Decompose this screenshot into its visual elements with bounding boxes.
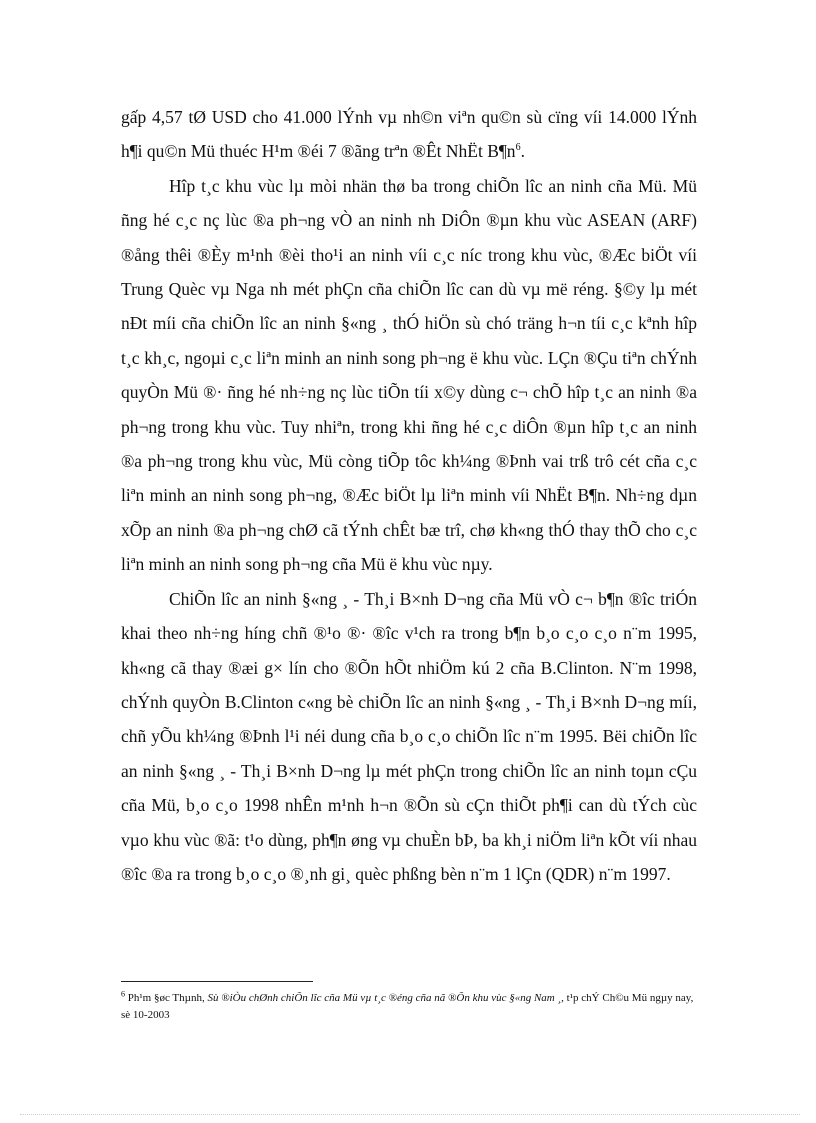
footnote	[121, 990, 697, 1024]
paragraph-3	[121, 582, 697, 892]
footnote-source: , t¹p chÝ Ch©u Mü ngµy nay, sè 10-2003	[121, 992, 694, 1021]
paragraph-1-tail: .	[520, 141, 525, 162]
footnote-author: Ph¹m §øc Thµnh,	[127, 992, 208, 1004]
page-bottom-edge	[20, 1114, 800, 1115]
paragraph-3-text: ChiÕn lîc an ninh §«ng ¸ - Th¸i B×nh D¬ng cña Mü vÒ c¬ b¶n ®îc triÓn khai theo nh÷ng híng chñ ®¹o ®· ®îc v¹ch ra trong b¶n b¸o c¸o c¸o n¨m 1995, kh«ng cã thay ®æi g× lín cho ®Õn hÕt nhiÖm kú 2 cña B.Clinton. N¨m 1998, chÝnh quyÒn B.Clinton c«ng bè chiÕn lîc an ninh §«ng ¸ - Th¸i B×nh D¬ng míi, chñ yÕu kh¼ng ®Þnh l¹i néi dung cña b¸o c¸o chiÕn lîc n¨m 1995. Bëi chiÕn lîc an ninh §«ng ¸ - Th¸i B×nh D¬ng lµ mét phÇn trong chiÕn lîc an ninh toµn cÇu cña Mü, b¸o c¸o 1998 nhÊn m¹nh h¬n ®Õn sù cÇn thiÕt ph¶i can dù tÝch cùc vµo khu vùc ®ã: t¹o dùng, ph¶n øng vµ chuÈn bÞ, ba kh¸i niÖm liªn kÕt víi nhau ®îc ®a ra trong b¸o c¸o ®¸nh gi¸ quèc phßng bèn n¨m 1 lÇn (QDR) n¨m 1997.	[121, 588, 697, 884]
paragraph-2	[121, 169, 697, 582]
paragraph-1	[121, 100, 697, 169]
footnote-separator	[121, 981, 313, 982]
footnote-number: 6	[121, 989, 125, 999]
footnote-title: Sù ®iÒu chØnh chiÕn lîc cña Mü vµ t¸c ®éng cña nã ®Õn khu vùc §«ng Nam ¸	[207, 992, 562, 1004]
body-text	[121, 100, 697, 891]
paragraph-2-text: Hîp t¸c khu vùc lµ mòi nhän thø ba trong chiÕn lîc an ninh cña Mü. Mü ñng hé c¸c nç lùc ®a ph¬ng vÒ an ninh nh DiÔn ®µn khu vùc ASEAN (ARF) ®ång thêi ®Èy m¹nh ®èi tho¹i an ninh víi c¸c níc trong khu vùc, ®Æc biÖt víi Trung Quèc vµ Nga nh mét phÇn cña chiÕn lîc can dù vµ më réng. §©y lµ mét nÐt míi cña chiÕn lîc an ninh §«ng ¸ thÓ hiÖn sù chó träng h¬n tíi c¸c kªnh hîp t¸c kh¸c, ngoµi c¸c liªn minh an ninh song ph¬ng ë khu vùc. LÇn ®Çu tiªn chÝnh quyÒn Mü ®· ñng hé nh÷ng nç lùc tiÕn tíi x©y dùng c¬ chÕ hîp t¸c an ninh ®a ph¬ng trong khu vùc. Tuy nhiªn, trong khi ñng hé c¸c diÔn ®µn hîp t¸c an ninh ®a ph¬ng trong khu vùc, Mü còng tiÕp tôc kh¼ng ®Þnh vai trß trô cét cña c¸c liªn minh an ninh song ph¬ng, ®Æc biÖt lµ liªn minh víi NhËt B¶n. Nh÷ng dµn xÕp an ninh ®a ph¬ng chØ cã tÝnh chÊt bæ trî, chø kh«ng thÓ thay thÕ cho c¸c liªn minh an ninh song ph¬ng cña Mü ë khu vùc nµy.	[121, 175, 697, 575]
paragraph-1-text: gấp 4,57 tØ USD cho 41.000 lÝnh vµ nh©n viªn qu©n sù cïng víi 14.000 lÝnh h¶i qu©n Mü thuéc H¹m ®éi 7 ®ãng trªn ®Êt NhËt B¶n	[121, 107, 697, 162]
footnote-reference[interactable]: 6	[515, 142, 521, 154]
